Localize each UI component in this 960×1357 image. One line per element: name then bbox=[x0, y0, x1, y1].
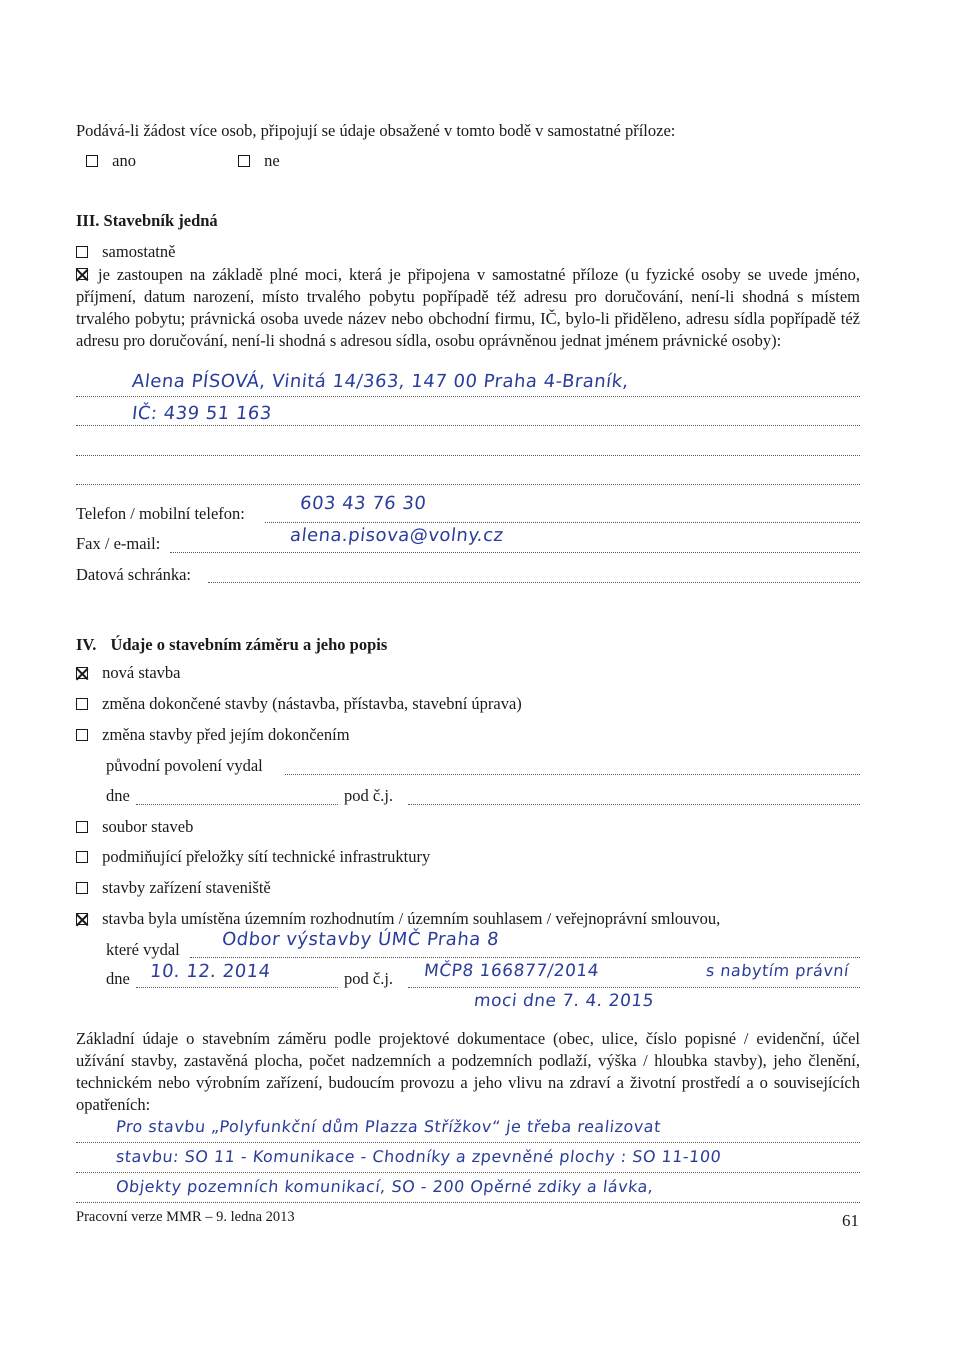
original-permit-line[interactable] bbox=[285, 774, 860, 775]
desc-line-2[interactable] bbox=[76, 1172, 860, 1173]
option-no[interactable] bbox=[238, 150, 280, 172]
phone-value: 603 43 76 30 bbox=[298, 493, 428, 514]
phone-line[interactable] bbox=[265, 522, 860, 523]
date-label: dne bbox=[106, 786, 130, 805]
phone-label: Telefon / mobilní telefon: bbox=[76, 504, 245, 523]
opt-change-before[interactable] bbox=[76, 724, 350, 746]
opt-relocation[interactable] bbox=[76, 846, 430, 868]
checkbox-site[interactable] bbox=[76, 882, 88, 894]
opt-change-finished[interactable] bbox=[76, 693, 522, 715]
ref2-note: s nabytím právní bbox=[705, 961, 851, 980]
opt-change-before-label: změna stavby před jejím dokončením bbox=[102, 725, 350, 744]
opt-relocation-label: podmiňující přeložky sítí technické infrastruktury bbox=[102, 847, 431, 866]
email-value: alena.pisova@volny.cz bbox=[288, 525, 505, 546]
checkbox-new[interactable] bbox=[76, 667, 88, 679]
option-yes[interactable] bbox=[86, 150, 136, 172]
rep-line-3[interactable] bbox=[76, 455, 860, 456]
ref2-value: MČP8 166877/2014 bbox=[422, 961, 601, 981]
email-line[interactable] bbox=[170, 552, 860, 553]
ref2-line[interactable] bbox=[408, 987, 860, 988]
rep-line-1[interactable] bbox=[76, 396, 860, 397]
original-permit-label: původní povolení vydal bbox=[106, 756, 263, 775]
date2-line[interactable] bbox=[136, 987, 338, 988]
opt-set[interactable] bbox=[76, 816, 193, 838]
section-3-heading: III. Stavebník jedná bbox=[76, 211, 218, 230]
checkbox-no[interactable] bbox=[238, 155, 250, 167]
rep-line-4[interactable] bbox=[76, 484, 860, 485]
ref-line[interactable] bbox=[408, 804, 860, 805]
checkbox-yes[interactable] bbox=[86, 155, 98, 167]
desc-line-1[interactable] bbox=[76, 1142, 860, 1143]
ref-label: pod č.j. bbox=[344, 786, 394, 805]
opt-site[interactable] bbox=[76, 877, 271, 899]
desc-line-3[interactable] bbox=[76, 1202, 860, 1203]
date2-label: dne bbox=[106, 969, 130, 988]
opt-new-label: nová stavba bbox=[102, 663, 181, 682]
checkbox-change-finished[interactable] bbox=[76, 698, 88, 710]
checkbox-alone[interactable] bbox=[76, 246, 88, 258]
date-line[interactable] bbox=[136, 804, 338, 805]
date2-value: 10. 12. 2014 bbox=[148, 961, 272, 982]
option-no-label: ne bbox=[264, 151, 280, 170]
opt-set-label: soubor staveb bbox=[102, 817, 194, 836]
ref2-note2: moci dne 7. 4. 2015 bbox=[472, 991, 655, 1011]
opt-new[interactable] bbox=[76, 662, 180, 684]
issued-by-label: které vydal bbox=[106, 940, 180, 959]
section-4-number: IV. bbox=[76, 635, 97, 654]
basic-info-text: Základní údaje o stavebním záměru podle projektové dokumentace (obec, ulice, číslo popisné / evidenční, účel užívání stavby, zastavěná plocha, počet nadzemních a podzemních podlaží, výška / hloubka stavby), jeho členění, technickém nebo výrobním zařízení, budoucím provozu a jeho vlivu na zdraví a životní prostředí a o souvisejících opatřeních: bbox=[76, 1029, 860, 1114]
option-alone[interactable] bbox=[76, 241, 175, 263]
email-label: Fax / e-mail: bbox=[76, 534, 161, 553]
option-yes-label: ano bbox=[112, 151, 136, 170]
desc-handwritten-3: Objekty pozemních komunikací, SO - 200 Opěrné zdiky a lávka, bbox=[115, 1177, 655, 1196]
issued-by-line[interactable] bbox=[190, 957, 860, 958]
checkbox-relocation[interactable] bbox=[76, 851, 88, 863]
footer-version: Pracovní verze MMR – 9. ledna 2013 bbox=[76, 1209, 295, 1225]
checkbox-set[interactable] bbox=[76, 821, 88, 833]
desc-handwritten-2: stavbu: SO 11 - Komunikace - Chodníky a zpevněné plochy : SO 11-100 bbox=[115, 1147, 723, 1166]
issued-by-value: Odbor výstavby ÚMČ Praha 8 bbox=[220, 929, 501, 950]
section-4-title: Údaje o stavebním záměru a jeho popis bbox=[110, 635, 388, 654]
page-number: 61 bbox=[842, 1211, 859, 1230]
option-represented-text: je zastoupen na základě plné moci, která je připojena v samostatné příloze (u fyzické osoby se uvede jméno, příjmení, datum narození, místo trvalého pobytu popřípadě též adresu pro doručování, není-li shodná s místem trvalého pobytu; právnická osoba uvede název nebo obchodní firmu, IČ, bylo-li přiděleno, adresu sídla popřípadě též adresu pro doručování, není-li shodná s adresou sídla, osobu oprávněnou jednat jménem právnické osoby): bbox=[76, 265, 860, 350]
section-4-heading bbox=[76, 634, 387, 656]
intro-text: Podává-li žádost více osob, připojují se údaje obsažené v tomto bodě v samostatné příloze: bbox=[76, 121, 676, 140]
opt-change-finished-label: změna dokončené stavby (nástavba, přístavba, stavební úprava) bbox=[102, 694, 522, 713]
checkbox-placed[interactable] bbox=[76, 913, 88, 925]
desc-handwritten-1: Pro stavbu „Polyfunkční dům Plazza Střížkov“ je třeba realizovat bbox=[115, 1117, 662, 1136]
checkbox-change-before[interactable] bbox=[76, 729, 88, 741]
opt-site-label: stavby zařízení staveniště bbox=[102, 878, 271, 897]
databox-line[interactable] bbox=[208, 582, 860, 583]
ref2-label: pod č.j. bbox=[344, 969, 394, 988]
opt-placed[interactable] bbox=[76, 908, 720, 930]
rep-handwritten-2: IČ: 439 51 163 bbox=[130, 403, 273, 424]
option-alone-label: samostatně bbox=[102, 242, 176, 261]
databox-label: Datová schránka: bbox=[76, 565, 191, 584]
opt-placed-label: stavba byla umístěna územním rozhodnutím / územním souhlasem / veřejnoprávní smlouvou, bbox=[102, 909, 721, 928]
rep-handwritten-1: Alena PÍSOVÁ, Vinitá 14/363, 147 00 Praha 4-Braník, bbox=[130, 371, 630, 392]
